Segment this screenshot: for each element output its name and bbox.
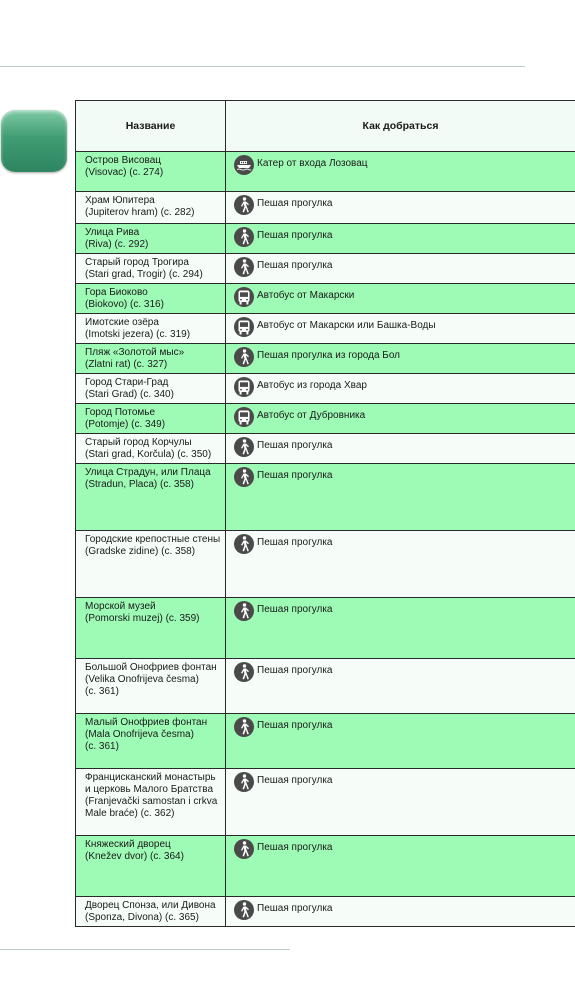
transport-text: Пешая прогулка <box>257 260 333 271</box>
table-row <box>76 224 575 254</box>
attractions-table <box>75 100 575 927</box>
walking-person-icon <box>234 347 254 367</box>
walking-person-icon <box>234 717 254 737</box>
transport-text: Пешая прогулка <box>257 198 333 209</box>
table-row <box>76 152 575 192</box>
walking-person-icon <box>234 662 254 682</box>
how-to-get-cell <box>226 598 575 659</box>
walking-person-icon <box>234 437 254 457</box>
transport-text: Пешая прогулка <box>257 720 333 731</box>
walking-person-icon <box>234 195 254 215</box>
transport-text: Автобус из города Хвар <box>257 380 367 391</box>
transport-text: Катер от входа Лозовац <box>257 158 368 169</box>
table-row <box>76 531 575 598</box>
boat-icon <box>234 155 254 175</box>
table-row <box>76 659 575 714</box>
bottom-rule <box>0 949 290 950</box>
attraction-name: Город Стари-Град (Stari Grad) (с. 340) <box>76 374 226 404</box>
attraction-name: Старый город Корчулы (Stari grad, Korčula) (с. 350) <box>76 434 226 464</box>
attraction-name: Францисканский монастырь и церковь Малого Братства (Franjevački samostan i crkva Male braće) (с. 362) <box>76 769 226 836</box>
table-row <box>76 769 575 836</box>
how-to-get-cell <box>226 314 575 344</box>
walking-person-icon <box>234 900 254 920</box>
attraction-name: Княжеский дворец (Knežev dvor) (с. 364) <box>76 836 226 897</box>
transport-text: Пешая прогулка <box>257 842 333 853</box>
walking-person-icon <box>234 772 254 792</box>
walking-person-icon <box>234 534 254 554</box>
transport-text: Пешая прогулка <box>257 604 333 615</box>
how-to-get-cell <box>226 836 575 897</box>
transport-text: Пешая прогулка <box>257 665 333 676</box>
table-row <box>76 404 575 434</box>
attraction-name: Город Потомье (Potomje) (с. 349) <box>76 404 226 434</box>
attraction-name: Пляж «Золотой мыс» (Zlatni rat) (с. 327) <box>76 344 226 374</box>
table-row <box>76 284 575 314</box>
how-to-get-cell <box>226 344 575 374</box>
how-to-get-cell <box>226 897 575 927</box>
how-to-get-cell <box>226 531 575 598</box>
transport-text: Автобус от Макарски или Башка-Воды <box>257 320 436 331</box>
bus-icon <box>234 287 254 307</box>
attraction-name: Улица Рива (Riva) (с. 292) <box>76 224 226 254</box>
table-row <box>76 714 575 769</box>
attraction-name: Остров Висовац (Visovac) (с. 274) <box>76 152 226 192</box>
table-row <box>76 254 575 284</box>
table-row <box>76 434 575 464</box>
table-row <box>76 836 575 897</box>
walking-person-icon <box>234 257 254 277</box>
how-to-get-cell <box>226 714 575 769</box>
attraction-name: Храм Юпитера (Jupiterov hram) (с. 282) <box>76 192 226 224</box>
how-to-get-cell <box>226 769 575 836</box>
table-row <box>76 344 575 374</box>
header-how: Как добраться <box>226 101 575 152</box>
walking-person-icon <box>234 467 254 487</box>
attraction-name: Имотские озёра (Imotski jezera) (с. 319) <box>76 314 226 344</box>
attraction-name: Морской музей (Pomorski muzej) (с. 359) <box>76 598 226 659</box>
table-header-row <box>76 101 575 152</box>
how-to-get-cell <box>226 152 575 192</box>
bus-icon <box>234 377 254 397</box>
table-row <box>76 897 575 927</box>
how-to-get-cell <box>226 434 575 464</box>
transport-text: Пешая прогулка <box>257 537 333 548</box>
walking-person-icon <box>234 601 254 621</box>
attraction-name: Большой Онофриев фонтан (Velika Onofrijeva česma) (с. 361) <box>76 659 226 714</box>
attraction-name: Улица Страдун, или Плаца (Stradun, Placa) (с. 358) <box>76 464 226 531</box>
table-row <box>76 598 575 659</box>
transport-text: Пешая прогулка <box>257 440 333 451</box>
how-to-get-cell <box>226 404 575 434</box>
attraction-name: Малый Онофриев фонтан (Mala Onofrijeva česma) (с. 361) <box>76 714 226 769</box>
how-to-get-cell <box>226 284 575 314</box>
attraction-name: Старый город Трогира (Stari grad, Trogir) (с. 294) <box>76 254 226 284</box>
table-row <box>76 192 575 224</box>
how-to-get-cell <box>226 254 575 284</box>
transport-text: Пешая прогулка <box>257 230 333 241</box>
top-rule <box>0 66 525 67</box>
attraction-name: Городские крепостные стены (Gradske zidine) (с. 358) <box>76 531 226 598</box>
bus-icon <box>234 407 254 427</box>
transport-text: Пешая прогулка <box>257 470 333 481</box>
chapter-tab <box>1 110 67 172</box>
transport-text: Пешая прогулка <box>257 775 333 786</box>
how-to-get-cell <box>226 374 575 404</box>
bus-icon <box>234 317 254 337</box>
how-to-get-cell <box>226 464 575 531</box>
walking-person-icon <box>234 839 254 859</box>
walking-person-icon <box>234 227 254 247</box>
how-to-get-cell <box>226 224 575 254</box>
table-row <box>76 374 575 404</box>
how-to-get-cell <box>226 192 575 224</box>
transport-text: Пешая прогулка из города Бол <box>257 350 401 361</box>
transport-text: Автобус от Макарски <box>257 290 355 301</box>
table-row <box>76 314 575 344</box>
transport-text: Автобус от Дубровника <box>257 410 366 421</box>
table-row <box>76 464 575 531</box>
transport-text: Пешая прогулка <box>257 903 333 914</box>
attraction-name: Дворец Спонза, или Дивона (Sponza, Divona) (с. 365) <box>76 897 226 927</box>
how-to-get-cell <box>226 659 575 714</box>
header-name: Название <box>76 101 226 152</box>
attraction-name: Гора Биоково (Biokovo) (с. 316) <box>76 284 226 314</box>
